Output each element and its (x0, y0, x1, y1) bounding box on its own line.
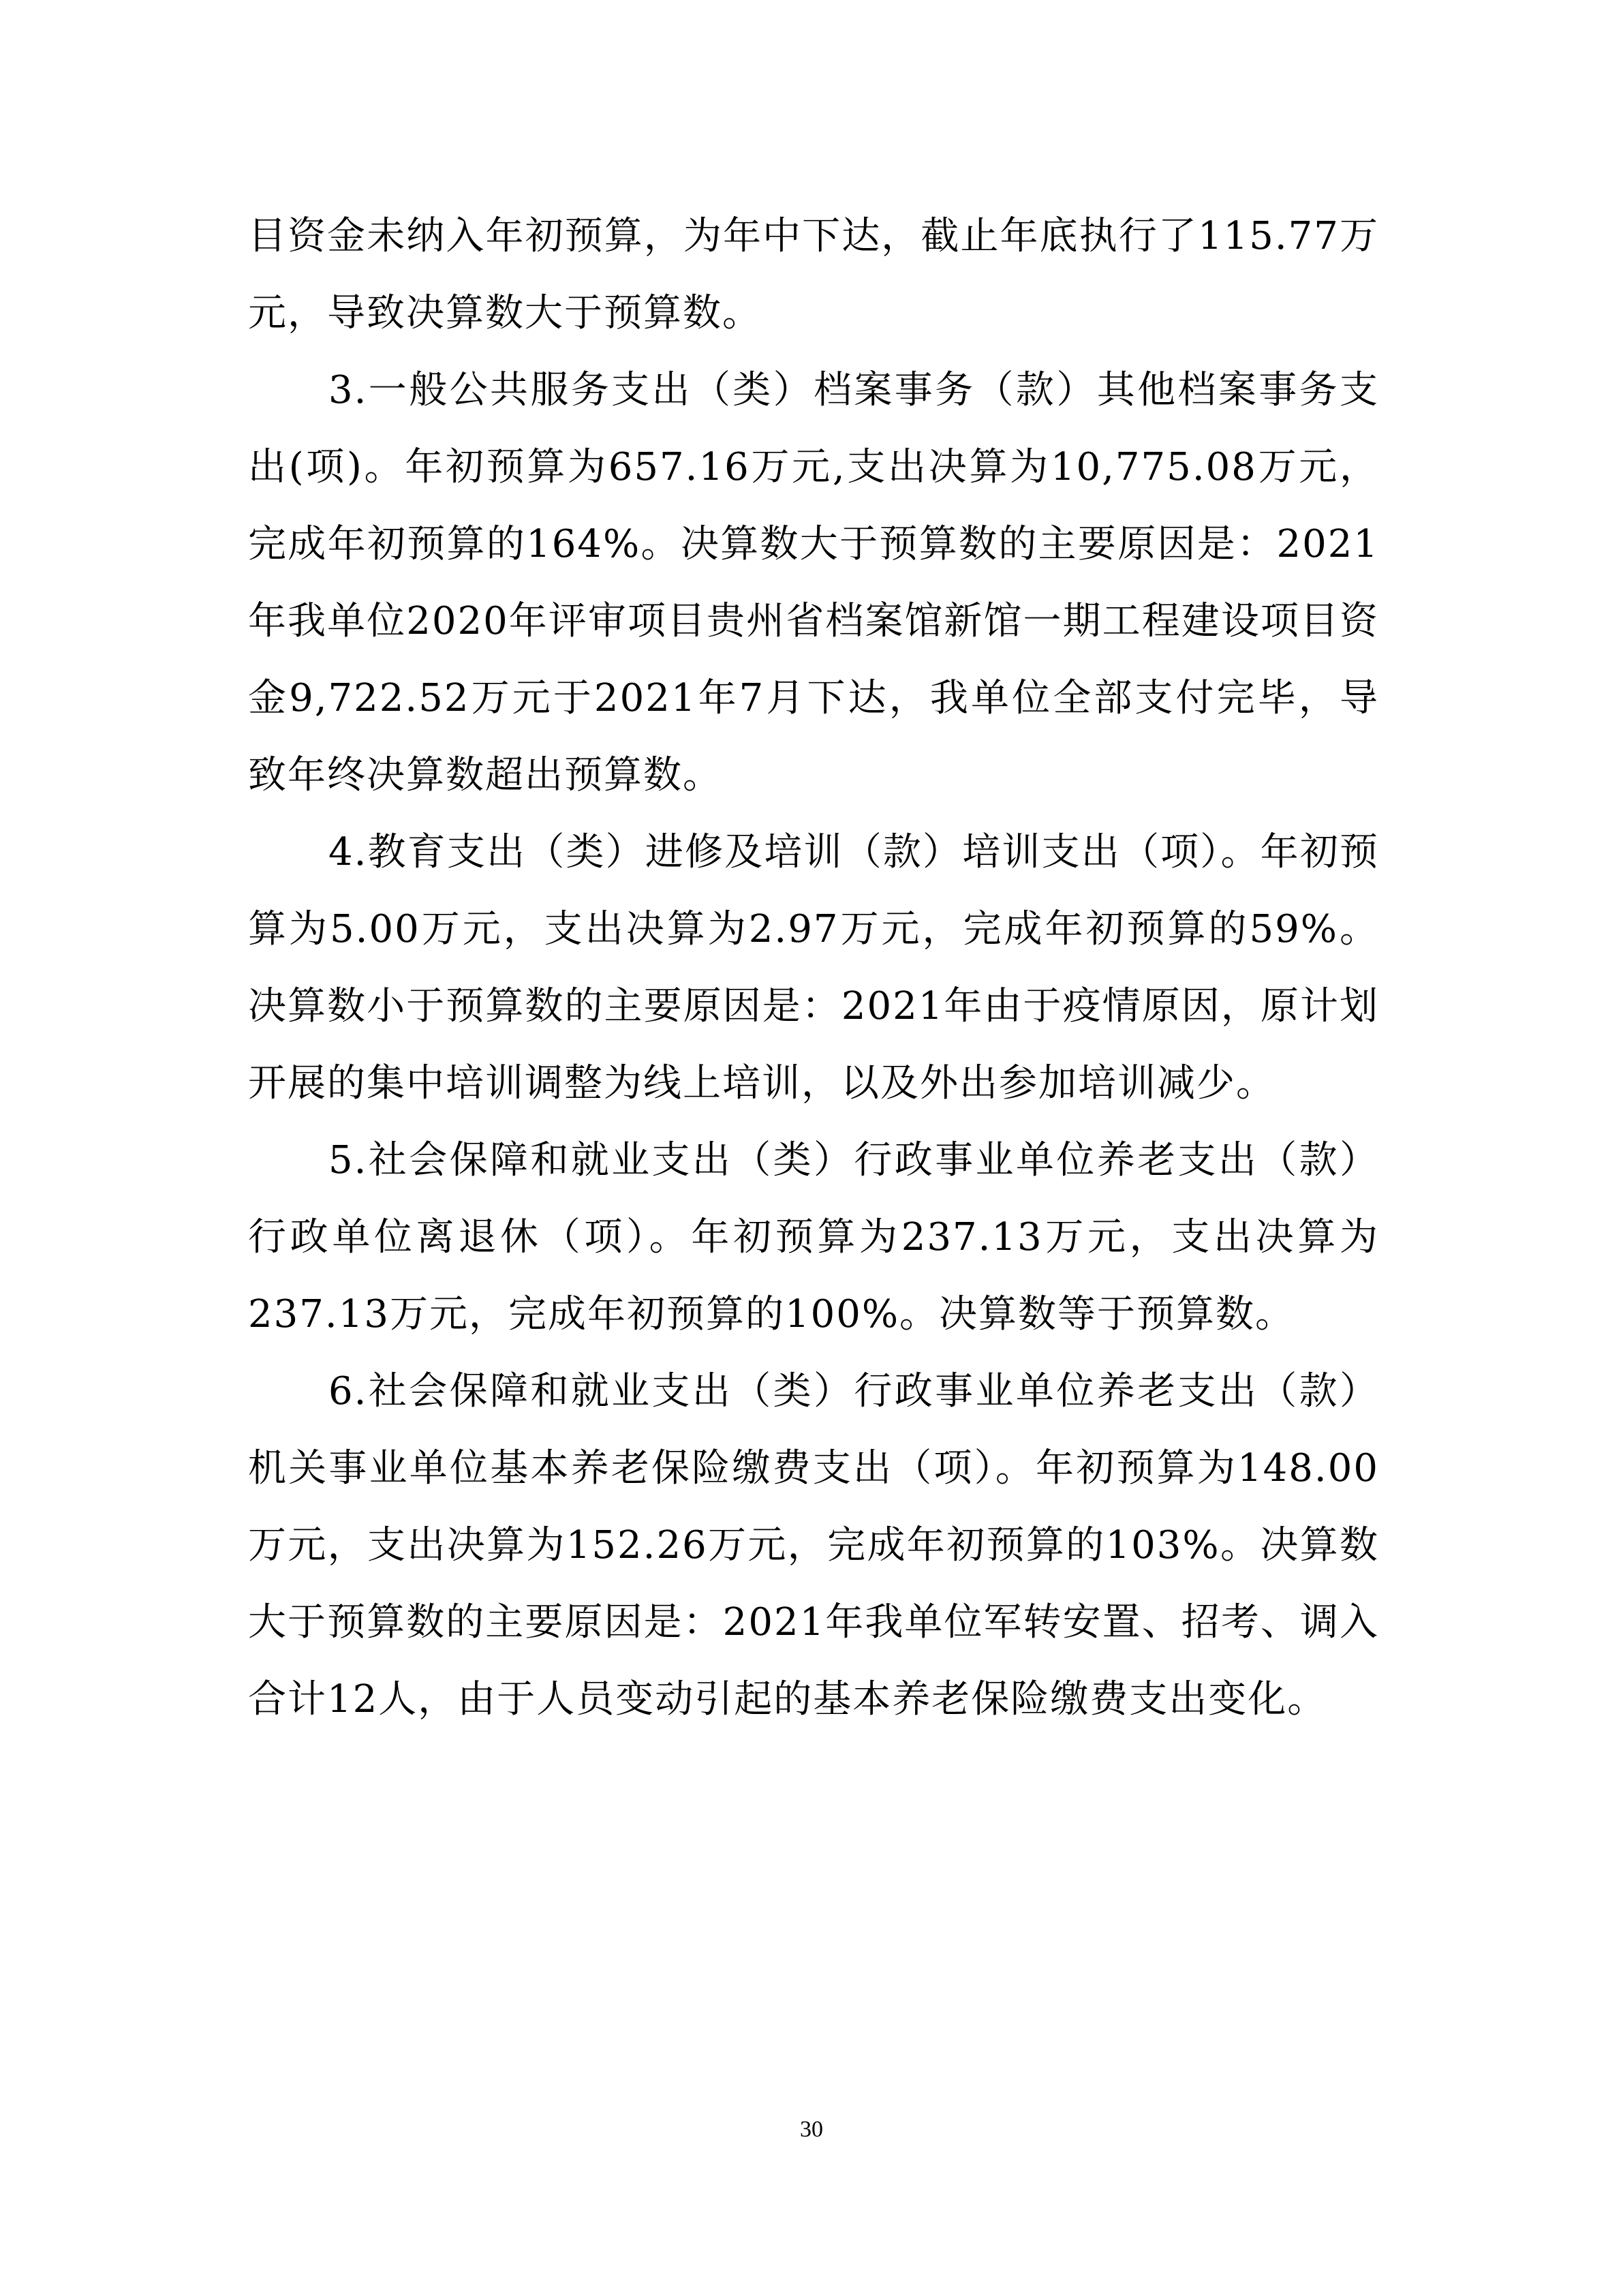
page-number: 30 (800, 2117, 823, 2142)
document-body (248, 198, 1379, 1738)
paragraph-item-4-education: 4.教育支出（类）进修及培训（款）培训支出（项）。年初预算为5.00万元，支出决算为2.97万元，完成年初预算的59%。决算数小于预算数的主要原因是：2021年由于疫情原因，原计划开展的集中培训调整为线上培训，以及外出参加培训减少。 (248, 830, 1379, 1105)
paragraph-item-6-pension-insurance: 6.社会保障和就业支出（类）行政事业单位养老支出（款）机关事业单位基本养老保险缴费支出（项）。年初预算为148.00万元，支出决算为152.26万元，完成年初预算的103%。决算数大于预算数的主要原因是：2021年我单位军转安置、招考、调入合计12人，由于人员变动引起的基本养老保险缴费支出变化。 (248, 1369, 1379, 1721)
paragraph-continuation: 目资金未纳入年初预算，为年中下达，截止年底执行了115.77万元，导致决算数大于预算数。 (248, 214, 1379, 335)
paragraph-item-3-archives: 3.一般公共服务支出（类）档案事务（款）其他档案事务支出(项)。年初预算为657.16万元,支出决算为10,775.08万元，完成年初预算的164%。决算数大于预算数的主要原因是：2021年我单位2020年评审项目贵州省档案馆新馆一期工程建设项目资金9,722.52万元于2021年7月下达，我单位全部支付完毕，导致年终决算数超出预算数。 (248, 368, 1379, 797)
paragraph-item-5-retirement: 5.社会保障和就业支出（类）行政事业单位养老支出（款）行政单位离退休（项）。年初预算为237.13万元，支出决算为237.13万元，完成年初预算的100%。决算数等于预算数。 (248, 1138, 1379, 1336)
